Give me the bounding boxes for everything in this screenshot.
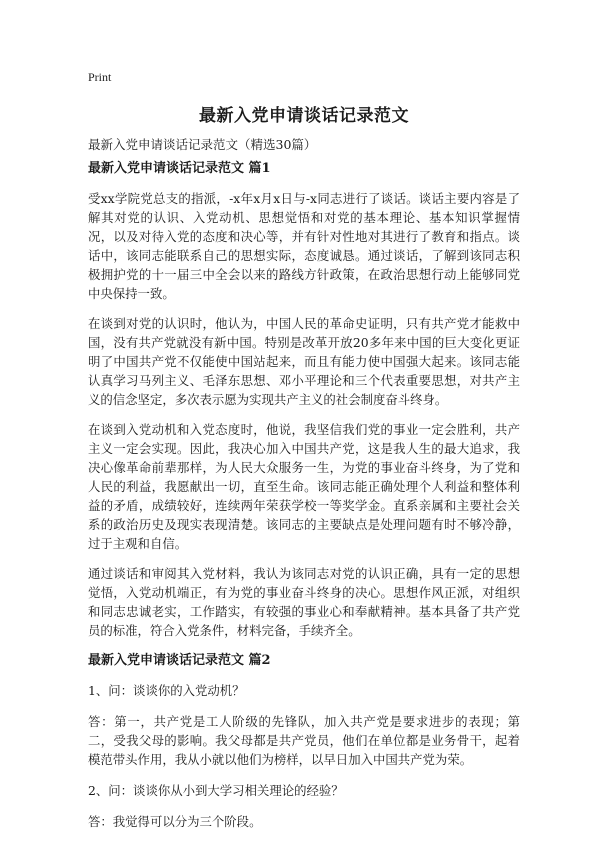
answer: 答：第一，共产党是工人阶级的先锋队，加入共产党是要求进步的表现；第二，受我父母的影响。我父母都是共产党员，他们在单位都是业务骨干，起着模范带头作用，我从小就以他们为榜样，以早日加入中国共产党为荣。 [88,714,520,767]
document-subtitle: 最新入党申请谈话记录范文（精选30篇） [88,137,317,152]
paragraph: 在谈到对党的认识时，他认为，中国人民的革命史证明，只有共产党才能救中国，没有共产党就没有新中国。特别是改革开放20多年来中国的巨大变化更证明了中国共产党不仅能使中国站起来，而且有能力使中国强大起来。该同志能认真学习马列主义、毛泽东思想、邓小平理论和三个代表重要思想，对共产主义的信念坚定，多次表示愿为实现共产主义的社会制度奋斗终身。 [88,316,520,407]
document-body [88,160,520,843]
question: 1、问：谈谈你的入党动机？ [88,683,245,698]
question: 2、问：谈谈你从小到大学习相关理论的经验？ [88,783,344,798]
section-heading-2: 最新入党申请谈话记录范文 篇2 [88,653,271,668]
paragraph: 通过谈话和审阅其入党材料，我认为该同志对党的认识正确，具有一定的思想觉悟，入党动机端正，有为党的事业奋斗终身的决心。思想作风正派，对组织和同志忠诚老实，工作踏实，有较强的事业心和奉献精神。基本具备了共产党员的标准，符合入党条件，材料完备，手续齐全。 [88,566,520,638]
paragraph: 受xx学院党总支的指派，-x年x月x日与-x同志进行了谈话。谈话主要内容是了解其对党的认识、入党动机、思想觉悟和对党的基本理论、基本知识掌握情况，以及对待入党的态度和决心等，并有针对性地对其进行了教育和指点。谈话中，该同志能联系自己的思想实际，态度诚恳。通过谈话，了解到该同志积极拥护党的十一届三中全会以来的路线方针政策，在政治思想行动上能够同党中央保持一致。 [88,191,520,301]
page-title: 最新入党申请谈话记录范文 [199,106,409,126]
section-heading-1: 最新入党申请谈话记录范文 篇1 [88,161,271,176]
paragraph: 在谈到入党动机和入党态度时，他说，我坚信我们党的事业一定会胜利，共产主义一定会实现。因此，我决心加入中国共产党，这是我人生的最大追求，我决心像革命前辈那样，为人民大众服务一生，为党的事业奋斗终身，为了党和人民的利益，我愿献出一切，直至生命。该同志能正确处理个人利益和整体利益的矛盾，成绩较好，连续两年荣获学校一等奖学金。直系亲属和主要社会关系的政治历史及现实表现清楚。该同志的主要缺点是处理问题有时不够冷静，过于主观和自信。 [88,422,520,551]
print-link[interactable]: Print [88,70,112,84]
answer: 答：我觉得可以分为三个阶段。 [88,814,262,829]
